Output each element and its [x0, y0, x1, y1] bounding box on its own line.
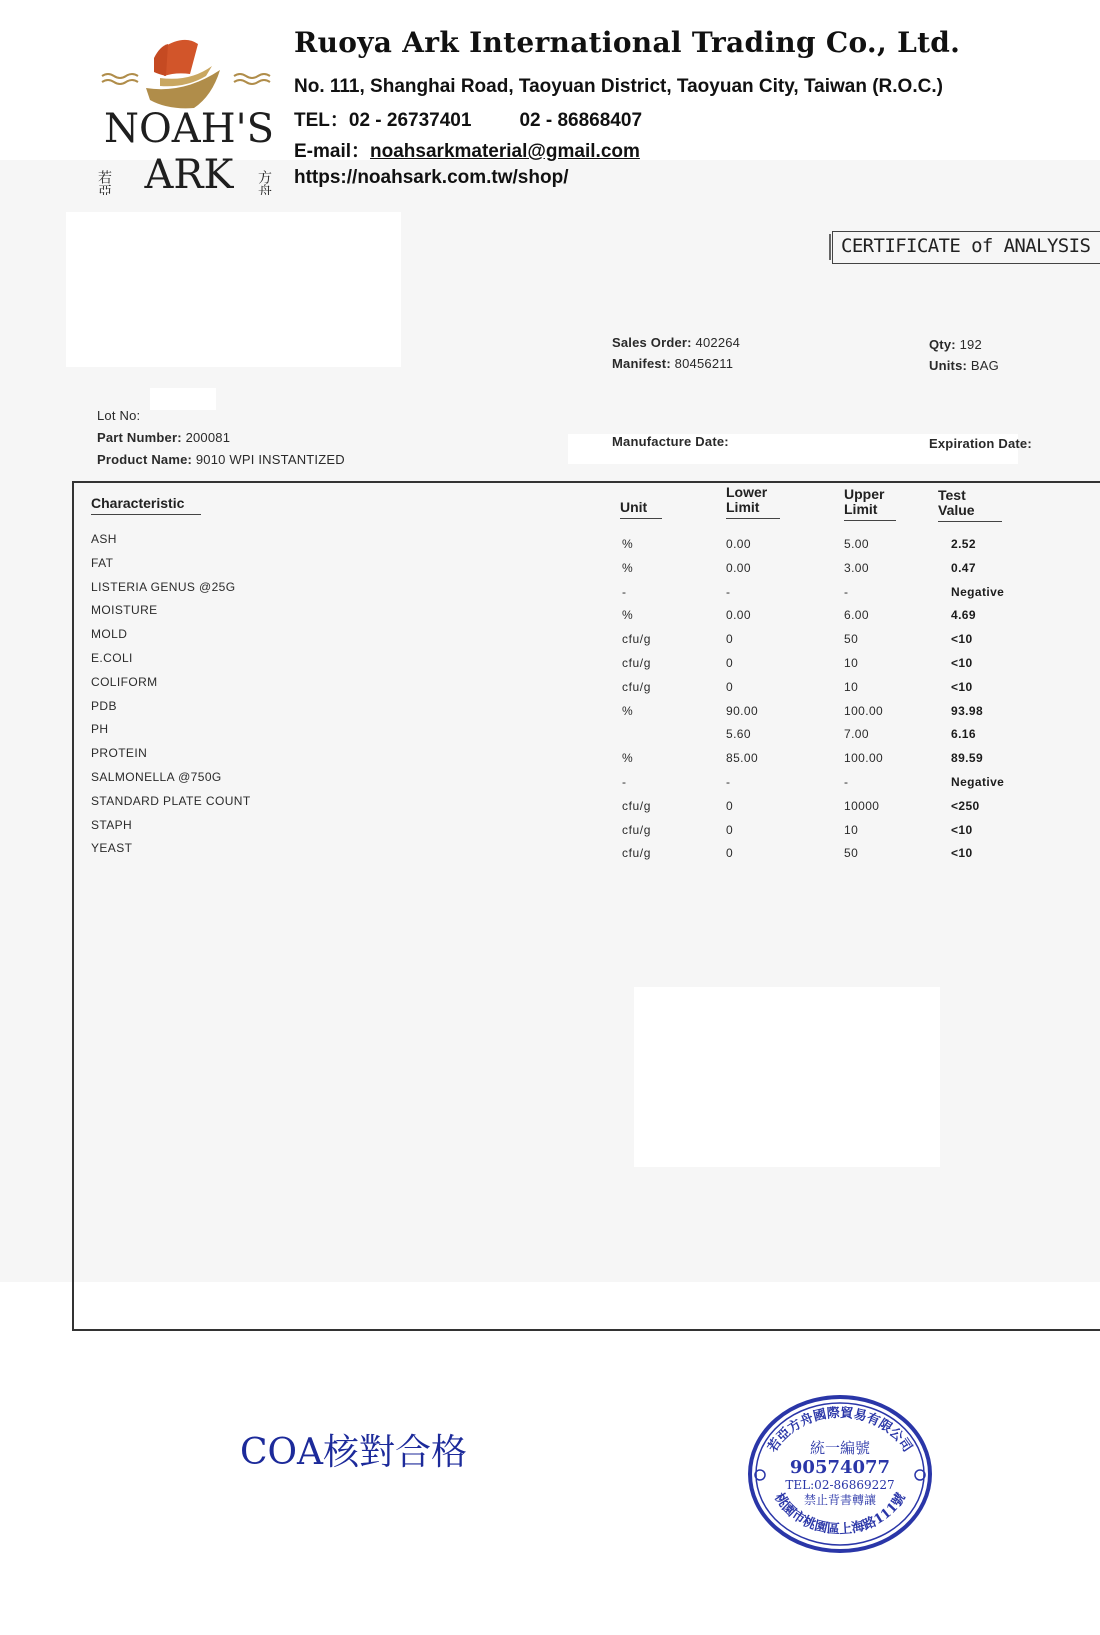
company-seal-icon — [746, 1393, 934, 1555]
row-unit: cfu/g — [622, 656, 652, 670]
company-website[interactable]: https://noahsark.com.tw/shop/ — [294, 167, 569, 188]
seal-line-3: TEL:02-86869227 — [785, 1478, 895, 1492]
seal-ring-bottom: 桃園市桃園區上海路111號 — [771, 1490, 909, 1538]
row-characteristic: E.COLI — [91, 651, 133, 665]
row-test-value: 0.47 — [951, 560, 976, 575]
row-upper-limit: 3.00 — [844, 560, 869, 575]
row-characteristic: MOLD — [91, 627, 128, 642]
row-upper-limit: 5.00 — [844, 537, 869, 551]
tel-label: TEL： — [294, 110, 349, 131]
manifest-value: 80456211 — [674, 356, 734, 371]
lot-no-label: Lot No: — [97, 408, 141, 423]
manufacture-date-label: Manufacture Date: — [612, 434, 729, 449]
email-label: E-mail： — [294, 141, 371, 162]
units-label: Units: — [929, 358, 968, 373]
sales-order — [612, 335, 740, 350]
row-test-value: 2.52 — [951, 537, 976, 551]
seal-line-1: 統一編號 — [809, 1439, 871, 1457]
row-characteristic: STANDARD PLATE COUNT — [91, 793, 251, 808]
row-upper-limit: 50 — [844, 846, 859, 861]
qty-value: 192 — [959, 337, 982, 352]
units-value: BAG — [970, 358, 999, 373]
row-lower-limit: 90.00 — [726, 703, 759, 718]
redaction-patch — [66, 212, 401, 367]
company-address: No. 111, Shanghai Road, Taoyuan District, Taoyuan City, Taiwan (R.O.C.) — [294, 76, 943, 97]
certificate-title: CERTIFICATE of ANALYSIS — [832, 231, 1100, 264]
row-test-value: 4.69 — [951, 608, 976, 623]
ark-ship-icon — [94, 30, 284, 195]
row-lower-limit: 0 — [726, 632, 734, 647]
row-upper-limit: 10 — [844, 679, 859, 694]
row-test-value: 6.16 — [951, 727, 976, 742]
company-phone — [294, 105, 642, 132]
product-name-value: 9010 WPI INSTANTIZED — [195, 452, 345, 467]
row-test-value: <250 — [951, 798, 980, 813]
row-unit: % — [622, 608, 634, 623]
row-test-value: Negative — [951, 584, 1005, 599]
row-characteristic: STAPH — [91, 817, 133, 832]
tel-number-1: 02 - 26737401 — [348, 110, 472, 131]
row-characteristic: COLIFORM — [91, 674, 158, 689]
footer-area — [0, 1282, 1100, 1635]
row-test-value: <10 — [951, 632, 973, 647]
header-upper-line1: Upper — [844, 486, 885, 502]
product-name-label: Product Name: — [97, 452, 193, 467]
row-test-value: <10 — [951, 679, 973, 694]
header-test-value — [938, 488, 1002, 522]
units — [929, 358, 999, 373]
row-characteristic: MOISTURE — [91, 603, 158, 618]
results-table-frame — [72, 481, 1100, 1331]
manifest-label: Manifest: — [612, 356, 671, 371]
row-unit: % — [622, 537, 634, 551]
row-upper-limit: 10 — [844, 822, 859, 837]
part-number — [97, 430, 230, 445]
sales-order-value: 402264 — [695, 335, 741, 350]
header-test-line1: Test — [938, 487, 966, 503]
row-lower-limit: 0 — [726, 822, 734, 837]
part-number-label: Part Number: — [97, 430, 182, 445]
row-lower-limit: 0 — [726, 798, 734, 813]
header-upper-line2: Limit — [844, 501, 878, 517]
row-upper-limit: 6.00 — [844, 608, 869, 623]
row-unit: cfu/g — [622, 822, 652, 837]
row-characteristic: FAT — [91, 555, 114, 570]
row-characteristic: YEAST — [91, 841, 133, 856]
email-link[interactable]: noahsarkmaterial@gmail.com — [370, 141, 640, 162]
row-test-value: 93.98 — [951, 703, 984, 718]
row-lower-limit: 0 — [726, 679, 734, 694]
approval-note: COA核對合格 — [240, 1432, 468, 1473]
row-upper-limit: 50 — [844, 632, 859, 647]
row-test-value: Negative — [951, 775, 1005, 789]
row-characteristic: SALMONELLA @750G — [91, 770, 222, 784]
row-upper-limit: 7.00 — [844, 727, 869, 742]
row-characteristic: PH — [91, 722, 109, 737]
header-lower-line1: Lower — [726, 484, 768, 500]
row-upper-limit: - — [844, 584, 849, 599]
row-characteristic: ASH — [91, 532, 117, 546]
seal-line-2: 90574077 — [789, 1457, 891, 1478]
row-upper-limit: 100.00 — [844, 751, 884, 766]
row-upper-limit: - — [844, 775, 849, 789]
row-lower-limit: 0 — [726, 656, 734, 670]
header-upper-limit — [844, 487, 896, 521]
logo-cn-left: 若亞 — [96, 170, 112, 195]
seal-line-4: 禁止背書轉讓 — [803, 1493, 877, 1507]
row-test-value: <10 — [951, 822, 973, 837]
row-unit: % — [622, 751, 634, 766]
part-number-value: 200081 — [185, 430, 231, 445]
redaction-patch — [150, 388, 216, 410]
row-unit: - — [622, 775, 627, 789]
row-unit: cfu/g — [622, 846, 652, 861]
qty — [929, 337, 982, 352]
row-lower-limit: 0.00 — [726, 560, 751, 575]
row-lower-limit: 0.00 — [726, 537, 751, 551]
row-test-value: <10 — [951, 846, 973, 861]
expiration-date-label: Expiration Date: — [929, 436, 1032, 451]
company-name: Ruoya Ark International Trading Co., Ltd. — [294, 26, 961, 59]
company-email — [294, 136, 640, 163]
row-unit: % — [622, 560, 634, 575]
row-unit: cfu/g — [622, 632, 652, 647]
row-unit: cfu/g — [622, 798, 652, 813]
tel-number-2: 02 - 86868407 — [519, 110, 643, 131]
row-test-value: 89.59 — [951, 751, 984, 766]
row-unit: % — [622, 703, 634, 718]
row-lower-limit: - — [726, 584, 731, 599]
row-lower-limit: 0 — [726, 846, 734, 861]
seal-ring-top: 若亞方舟國際貿易有限公司 — [765, 1405, 915, 1456]
row-upper-limit: 10000 — [844, 798, 880, 813]
header-lower-limit — [726, 485, 780, 519]
header-lower-line2: Limit — [726, 499, 760, 515]
header-unit: Unit — [620, 500, 662, 519]
row-lower-limit: 0.00 — [726, 608, 751, 623]
logo-text-top: NOAH'S — [104, 106, 274, 152]
company-seal — [746, 1393, 934, 1555]
row-characteristic: PROTEIN — [91, 746, 148, 761]
header-characteristic: Characteristic — [91, 496, 201, 515]
logo-text-bottom: ARK — [144, 152, 234, 195]
company-logo — [94, 30, 284, 195]
row-characteristic: LISTERIA GENUS @25G — [91, 579, 236, 594]
row-upper-limit: 10 — [844, 656, 859, 670]
row-upper-limit: 100.00 — [844, 703, 884, 718]
qty-label: Qty: — [929, 337, 956, 352]
row-test-value: <10 — [951, 656, 973, 670]
row-lower-limit: 85.00 — [726, 751, 759, 766]
header-test-line2: Value — [938, 502, 975, 518]
row-characteristic: PDB — [91, 698, 117, 713]
logo-cn-right: 方舟 — [256, 170, 272, 195]
manifest — [612, 356, 733, 371]
row-lower-limit: 5.60 — [726, 727, 751, 742]
row-lower-limit: - — [726, 775, 731, 789]
row-unit: - — [622, 584, 627, 599]
sales-order-label: Sales Order: — [612, 335, 692, 350]
row-unit: cfu/g — [622, 679, 652, 694]
product-name — [97, 452, 345, 467]
